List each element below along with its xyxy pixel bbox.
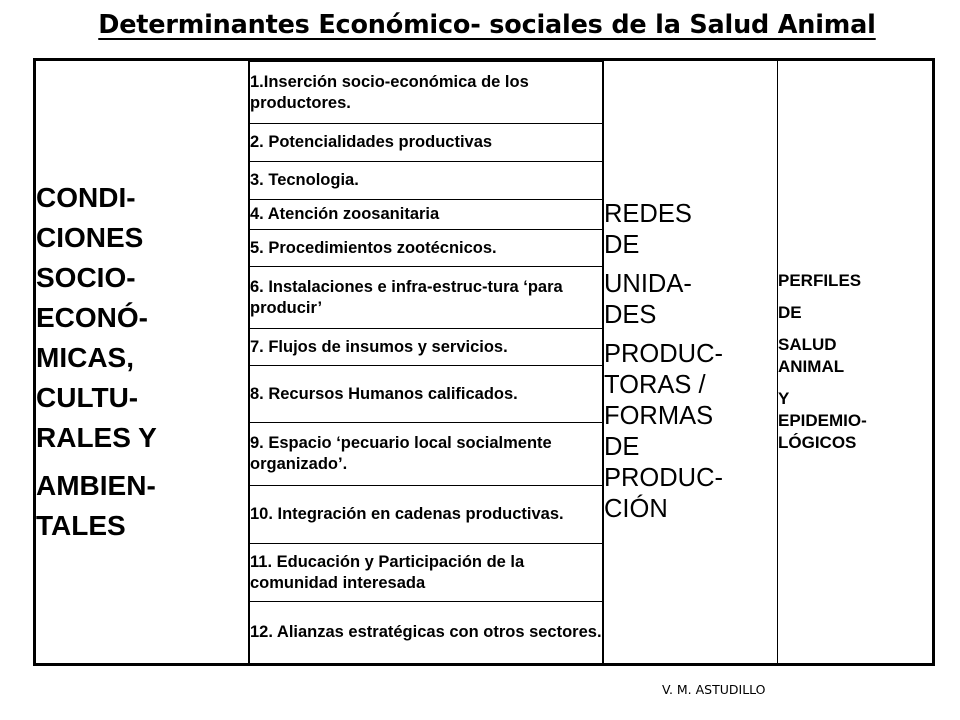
profiles-cell <box>778 60 934 665</box>
list-item: 1.Inserción socio-económica de los productores. <box>250 62 603 124</box>
list-item: 7. Flujos de insumos y servicios. <box>250 329 603 366</box>
page-title: Determinantes Económico- sociales de la Salud Animal <box>98 10 876 40</box>
items-cell <box>249 60 604 665</box>
list-item: 8. Recursos Humanos calificados. <box>250 366 603 423</box>
conditions-text: CONDI- CIONES SOCIO- ECONÓ- MICAS, CULTU- RALES Y <box>36 181 157 453</box>
determinant-items-list <box>249 61 603 663</box>
production-units-text: REDES DE <box>604 199 692 259</box>
list-item: 10. Integración en cadenas productivas. <box>250 486 603 544</box>
list-item: 2. Potencialidades productivas <box>250 124 603 162</box>
profiles-text: Y EPIDEMIO- LÓGICOS <box>778 388 867 452</box>
profiles-text: DE <box>778 302 802 322</box>
author-credit: V. M. ASTUDILLO <box>662 682 766 697</box>
list-item: 11. Educación y Participación de la comunidad interesada <box>250 544 603 602</box>
list-item: 9. Espacio ‘pecuario local socialmente organizado’. <box>250 423 603 486</box>
conditions-text-ambient: AMBIEN- TALES <box>36 469 156 541</box>
production-units-cell <box>604 60 778 665</box>
list-item: 3. Tecnologia. <box>250 162 603 200</box>
profiles-text: SALUD ANIMAL <box>778 334 845 376</box>
determinants-table <box>33 58 935 666</box>
list-item: 4. Atención zoosanitaria <box>250 200 603 230</box>
conditions-cell <box>35 60 249 665</box>
production-units-text: UNIDA- DES <box>604 269 692 329</box>
list-item: 6. Instalaciones e infra-estruc-tura ‘para producir’ <box>250 267 603 329</box>
list-item: 5. Procedimientos zootécnicos. <box>250 230 603 267</box>
production-units-text: PRODUC- TORAS / FORMAS DE PRODUC- CIÓN <box>604 339 723 523</box>
profiles-text: PERFILES <box>778 270 862 290</box>
list-item: 12. Alianzas estratégicas con otros sectores. <box>250 602 603 663</box>
